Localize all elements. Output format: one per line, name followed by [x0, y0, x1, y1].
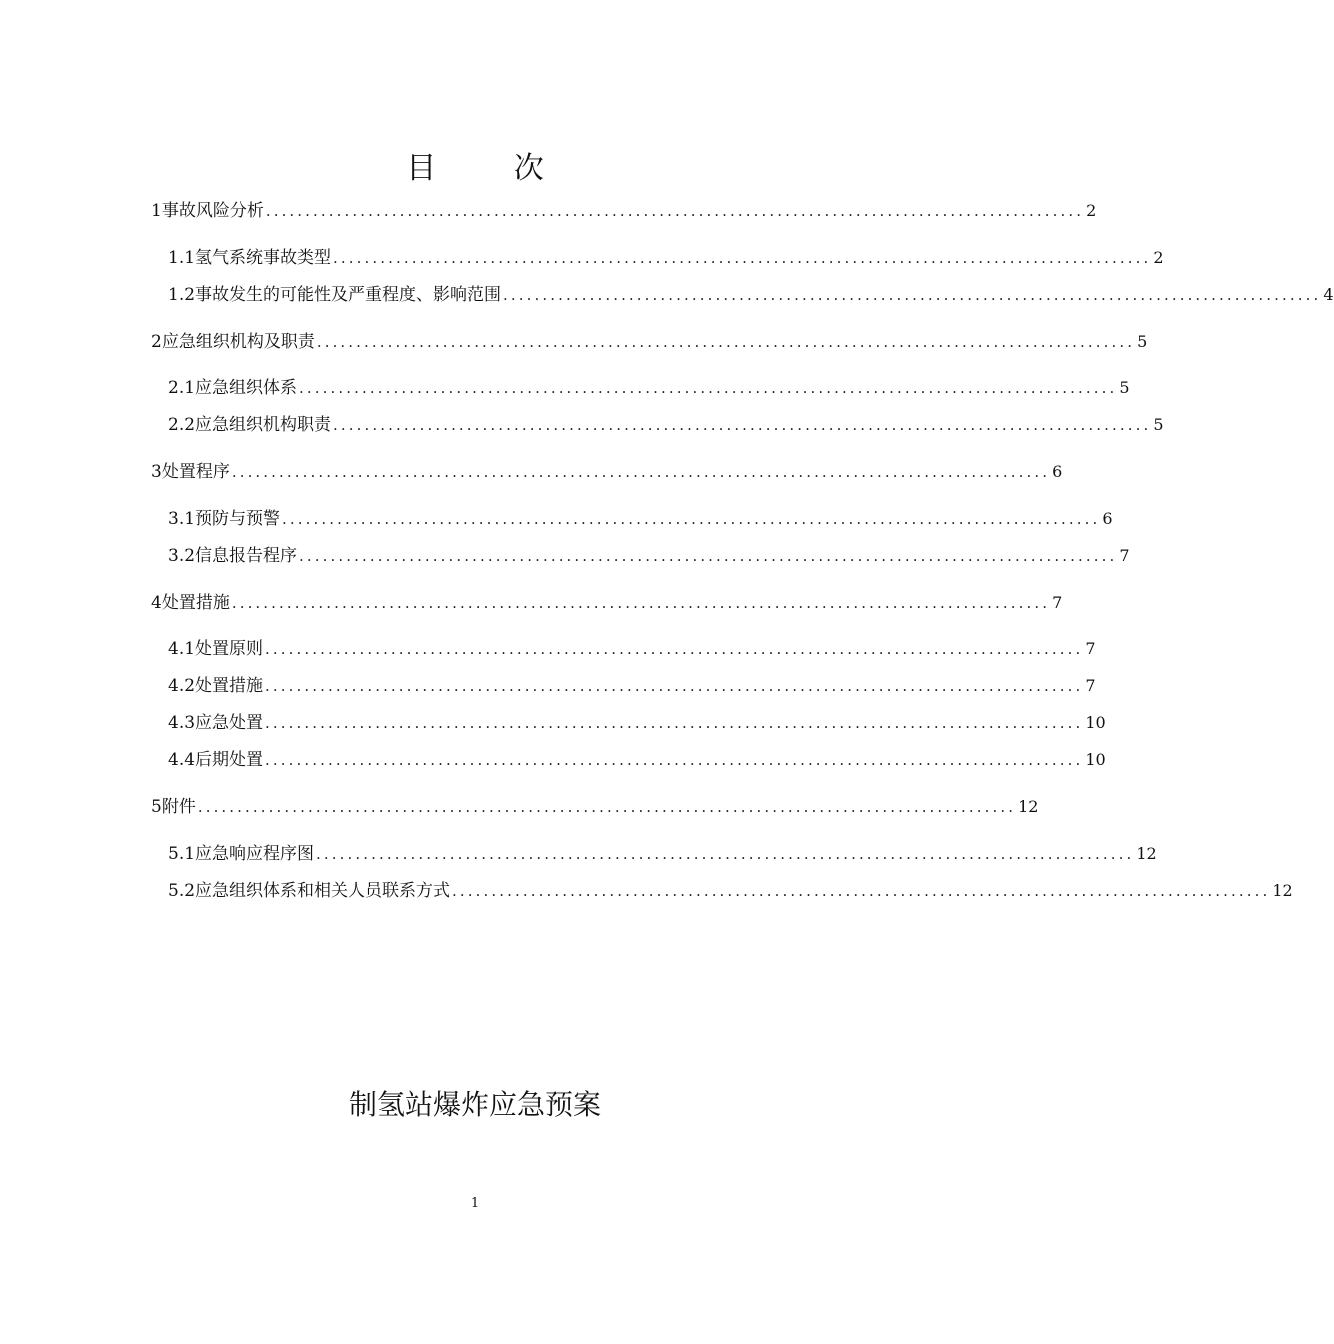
toc-entry-number: 4.1	[168, 639, 196, 659]
toc-entry-number: 5	[151, 797, 162, 817]
toc-entry-text: 应急组织机构及职责	[161, 332, 315, 352]
toc-entry-text: 应急组织体系和相关人员联系方式	[195, 881, 451, 901]
toc-entry-number: 3.1	[168, 509, 196, 529]
toc-leader-dots: ........................................................................................................	[265, 202, 1085, 220]
toc-entry[interactable]	[168, 876, 1293, 902]
toc-leader-dots: ........................................................................................................	[231, 594, 1051, 612]
toc-leader-dots: ........................................................................................................	[333, 249, 1152, 267]
toc-entry-page: 7	[1119, 546, 1130, 565]
document-title: 制氢站爆炸应急预案	[348, 1088, 601, 1121]
toc-entry-number: 4.3	[168, 713, 196, 733]
toc-entry-text: 处置措施	[195, 676, 264, 696]
toc-entry-page: 5	[1119, 378, 1130, 397]
toc-entry-text: 处置原则	[195, 639, 264, 659]
toc-entry-page: 12	[1018, 797, 1039, 816]
toc-leader-dots: ........................................................................................................	[452, 882, 1271, 900]
toc-leader-dots: ........................................................................................................	[265, 640, 1084, 658]
toc-entry-text: 后期处置	[195, 750, 264, 770]
toc-leader-dots: ........................................................................................................	[265, 751, 1084, 769]
toc-leader-dots: ........................................................................................................	[503, 286, 1322, 304]
toc-entry-page: 5	[1153, 415, 1164, 434]
toc-entry[interactable]	[168, 243, 1164, 269]
toc-entry-number: 4.4	[168, 750, 196, 770]
toc-entry-number: 4.2	[168, 676, 196, 696]
toc-entry-page: 12	[1272, 881, 1293, 900]
toc-entry-text: 事故风险分析	[161, 201, 264, 221]
toc-leader-dots: ........................................................................................................	[265, 677, 1084, 695]
toc-entry-page: 10	[1085, 713, 1106, 732]
toc-entry-page: 2	[1086, 201, 1097, 220]
toc-leader-dots: ........................................................................................................	[197, 798, 1017, 816]
toc-entry-text: 处置措施	[161, 593, 230, 613]
toc-entry[interactable]	[151, 196, 1097, 222]
toc-leader-dots: ........................................................................................................	[299, 547, 1118, 565]
toc-entry-text: 信息报告程序	[195, 546, 298, 566]
toc-entry-text: 事故发生的可能性及严重程度、影响范围	[195, 285, 502, 305]
toc-entry[interactable]	[168, 541, 1130, 567]
toc-entry-page: 7	[1052, 593, 1063, 612]
toc-leader-dots: ........................................................................................................	[231, 463, 1051, 481]
toc-entry-number: 2.1	[168, 378, 196, 398]
toc-entry[interactable]	[168, 708, 1106, 734]
toc-entry-number: 5.1	[168, 844, 196, 864]
toc-entry-page: 4	[1323, 285, 1334, 304]
toc-entry[interactable]	[168, 280, 1334, 306]
toc-entry-number: 2.2	[168, 415, 196, 435]
toc-entry-page: 5	[1137, 332, 1148, 351]
toc-entry-page: 7	[1085, 639, 1096, 658]
toc-entry-number: 3	[151, 462, 162, 482]
toc-entry-number: 1	[151, 201, 162, 221]
toc-entry[interactable]	[151, 457, 1063, 483]
toc-entry[interactable]	[151, 327, 1148, 353]
toc-entry-number: 1.2	[168, 285, 196, 305]
toc-entry-text: 应急响应程序图	[195, 844, 315, 864]
toc-leader-dots: ........................................................................................................	[282, 510, 1101, 528]
toc-entry-page: 7	[1085, 676, 1096, 695]
toc-entry-number: 5.2	[168, 881, 196, 901]
toc-entry-number: 4	[151, 593, 162, 613]
toc-leader-dots: ........................................................................................................	[333, 416, 1152, 434]
toc-entry-page: 12	[1136, 844, 1157, 863]
toc-leader-dots: ........................................................................................................	[265, 714, 1084, 732]
toc-entry[interactable]	[168, 410, 1164, 436]
toc-entry[interactable]	[168, 634, 1096, 660]
toc-entry-number: 3.2	[168, 546, 196, 566]
toc-entry-text: 应急处置	[195, 713, 264, 733]
toc-entry-text: 应急组织体系	[195, 378, 298, 398]
toc-entry-page: 2	[1153, 248, 1164, 267]
toc-entry[interactable]	[168, 504, 1113, 530]
toc-leader-dots: ........................................................................................................	[299, 379, 1118, 397]
toc-entry[interactable]	[168, 839, 1157, 865]
toc-entry[interactable]	[168, 745, 1106, 771]
toc-entry-page: 6	[1102, 509, 1113, 528]
page-number: 1	[470, 1196, 480, 1211]
toc-entry-page: 10	[1085, 750, 1106, 769]
toc-leader-dots: ........................................................................................................	[316, 845, 1135, 863]
toc-entry-text: 附件	[161, 797, 196, 817]
toc-entry[interactable]	[151, 588, 1063, 614]
toc-entry-number: 2	[151, 332, 162, 352]
toc-entry-text: 应急组织机构职责	[195, 415, 332, 435]
toc-entry-text: 预防与预警	[195, 509, 281, 529]
toc-entry-page: 6	[1052, 462, 1063, 481]
toc-title: 目 次	[406, 151, 578, 186]
toc-leader-dots: ........................................................................................................	[316, 333, 1136, 351]
toc-entry-number: 1.1	[168, 248, 196, 268]
toc-entry-text: 处置程序	[161, 462, 230, 482]
toc-entry-text: 氢气系统事故类型	[195, 248, 332, 268]
toc-entry[interactable]	[168, 373, 1130, 399]
toc-entry[interactable]	[151, 792, 1039, 818]
toc-entry[interactable]	[168, 671, 1096, 697]
